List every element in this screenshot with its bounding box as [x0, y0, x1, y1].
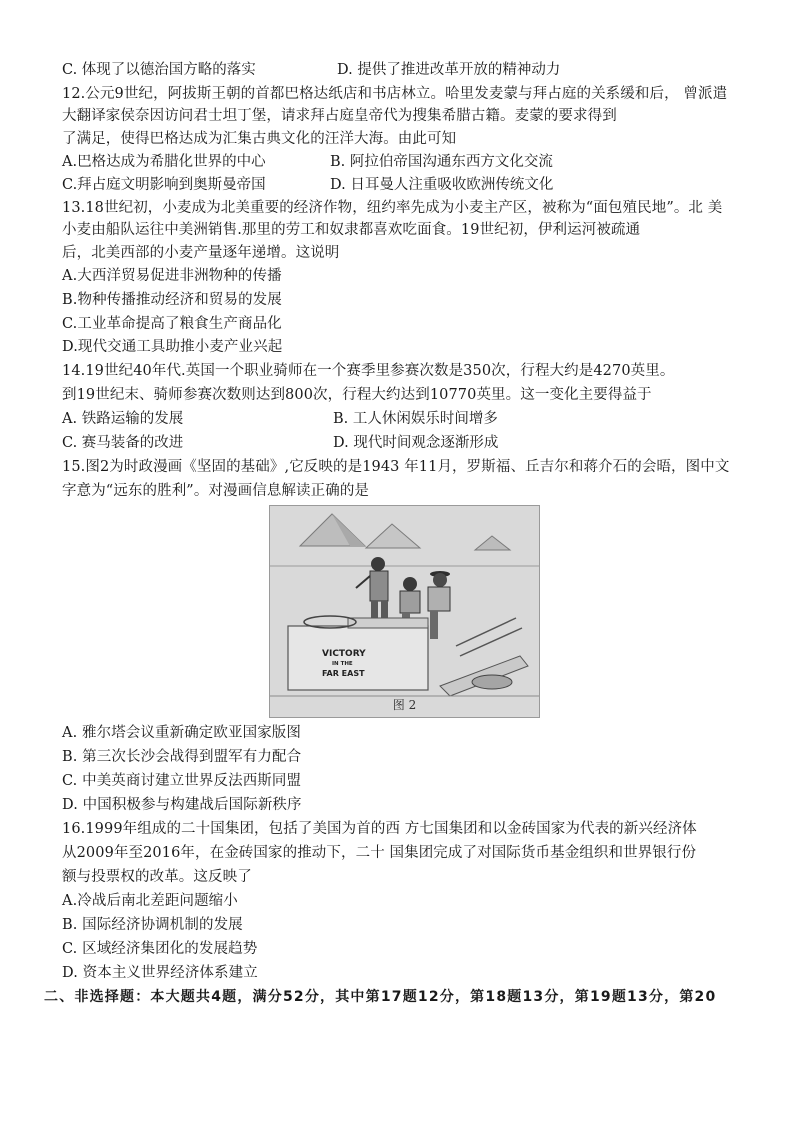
q13-option-b: B.物种传播推动经济和贸易的发展 [62, 292, 282, 308]
q12-stem-line-2: 大翻译家侯奈因访问君士坦丁堡，请求拜占庭皇帝代为搜集希腊古籍。麦蒙的要求得到 [62, 108, 617, 124]
q14-stem-line-1: 14.19世纪40年代.英国一个职业骑师在一个赛季里参赛次数是350次，行程大约是4270英里。 [62, 363, 675, 379]
section-two-heading: 二、非选择题：本大题共4题，满分52分，其中第17题12分，第18题13分，第19题13分，第20 [44, 989, 717, 1005]
q16-stem-line-2: 从2009年至2016年，在金砖国家的推动下，二十 国集团完成了对国际货币基金组织和世界银行份 [62, 845, 697, 861]
standing-figure-body [370, 571, 388, 601]
q16-option-b: B. 国际经济协调机制的发展 [62, 917, 243, 933]
figure-caption: 图 2 [392, 698, 417, 712]
sign-text-line-3: FAR EAST [322, 669, 365, 678]
q13-stem-line-2: 小麦由船队运往中美洲销售.那里的劳工和奴隶都喜欢吃面食。19世纪初，伊利运河被疏通 [62, 222, 641, 238]
q16-option-c: C. 区域经济集团化的发展趋势 [62, 941, 258, 957]
sitting-figure-right-leg [430, 611, 438, 639]
q14-option-d: D. 现代时间观念逐渐形成 [333, 435, 499, 451]
sitting-figure-right-head [433, 573, 447, 587]
standing-figure-head [371, 557, 385, 571]
q12-option-c: C.拜占庭文明影响到奥斯曼帝国 [62, 177, 266, 193]
q15-option-a: A. 雅尔塔会议重新确定欧亚国家版图 [62, 725, 301, 741]
q13-option-a: A.大西洋贸易促进非洲物种的传播 [62, 268, 282, 284]
sitting-figure-right-body [428, 587, 450, 611]
q12-option-a: A.巴格达成为希腊化世界的中心 [62, 154, 266, 170]
q13-option-c: C.工业革命提高了粮食生产商品化 [62, 316, 282, 332]
debris-wheelbarrow [472, 675, 512, 689]
pyramid-right [475, 536, 510, 550]
q14-stem-line-2: 到19世纪末、骑师参赛次数则达到800次，行程大约达到10770英里。这一变化主要得益于 [62, 387, 652, 403]
q15-option-d: D. 中国积极参与构建战后国际新秩序 [62, 797, 302, 813]
debris-pole-2 [460, 628, 522, 656]
q12-stem-line-1: 12.公元9世纪，阿拔斯王朝的首都巴格达纸店和书店林立。哈里发麦蒙与拜占庭的关系缓和后， 曾派遣 [62, 86, 728, 102]
cartoon-illustration [270, 506, 539, 717]
q16-stem-line-3: 额与投票权的改革。这反映了 [62, 869, 252, 885]
q13-option-d: D.现代交通工具助推小麦产业兴起 [62, 339, 283, 355]
debris-pole [456, 618, 516, 646]
q13-stem-line-1: 13.18世纪初，小麦成为北美重要的经济作物，纽约率先成为小麦主产区，被称为“面包殖民地”。北 美 [62, 200, 723, 216]
q15-option-c: C. 中美英商讨建立世界反法西斯同盟 [62, 773, 302, 789]
q14-option-b: B. 工人休闲娱乐时间增多 [333, 411, 498, 427]
q16-stem-line-1: 16.1999年组成的二十国集团，包括了美国为首的西 方七国集团和以金砖国家为代表的新兴经济体 [62, 821, 697, 837]
q13-stem-line-3: 后，北美西部的小麦产量逐年递增。这说明 [62, 245, 340, 261]
sitting-figure-middle-body [400, 591, 420, 613]
foundation-top-ledge [348, 618, 428, 628]
q12-stem-line-3: 了满足，使得巴格达成为汇集古典文化的汪洋大海。由此可知 [62, 131, 457, 147]
cartoon-figure-2 [269, 505, 540, 718]
q16-option-a: A.冷战后南北差距问题缩小 [62, 893, 238, 909]
q11-option-c: C. 体现了以德治国方略的落实 [62, 62, 256, 78]
q15-stem-line-2: 字意为“远东的胜利”。对漫画信息解读正确的是 [62, 483, 370, 499]
q16-option-d: D. 资本主义世界经济体系建立 [62, 965, 258, 981]
q14-option-a: A. 铁路运输的发展 [62, 411, 184, 427]
q15-option-b: B. 第三次长沙会战得到盟军有力配合 [62, 749, 302, 765]
q11-option-d: D. 提供了推进改革开放的精神动力 [337, 62, 561, 78]
q12-option-d: D. 日耳曼人注重吸收欧洲传统文化 [330, 177, 554, 193]
q14-option-c: C. 赛马装备的改进 [62, 435, 184, 451]
sitting-figure-middle-head [403, 577, 417, 591]
sign-text-line-1: VICTORY [322, 649, 366, 659]
q15-stem-line-1: 15.图2为时政漫画《坚固的基础》,它反映的是1943 年11月，罗斯福、丘吉尔和蒋介石的会晤，图中文 [62, 459, 730, 475]
sign-text-line-2: IN THE [332, 661, 353, 667]
pyramid-middle [366, 524, 420, 548]
standing-figure-arm [356, 576, 370, 588]
q12-option-b: B. 阿拉伯帝国沟通东西方文化交流 [330, 154, 553, 170]
